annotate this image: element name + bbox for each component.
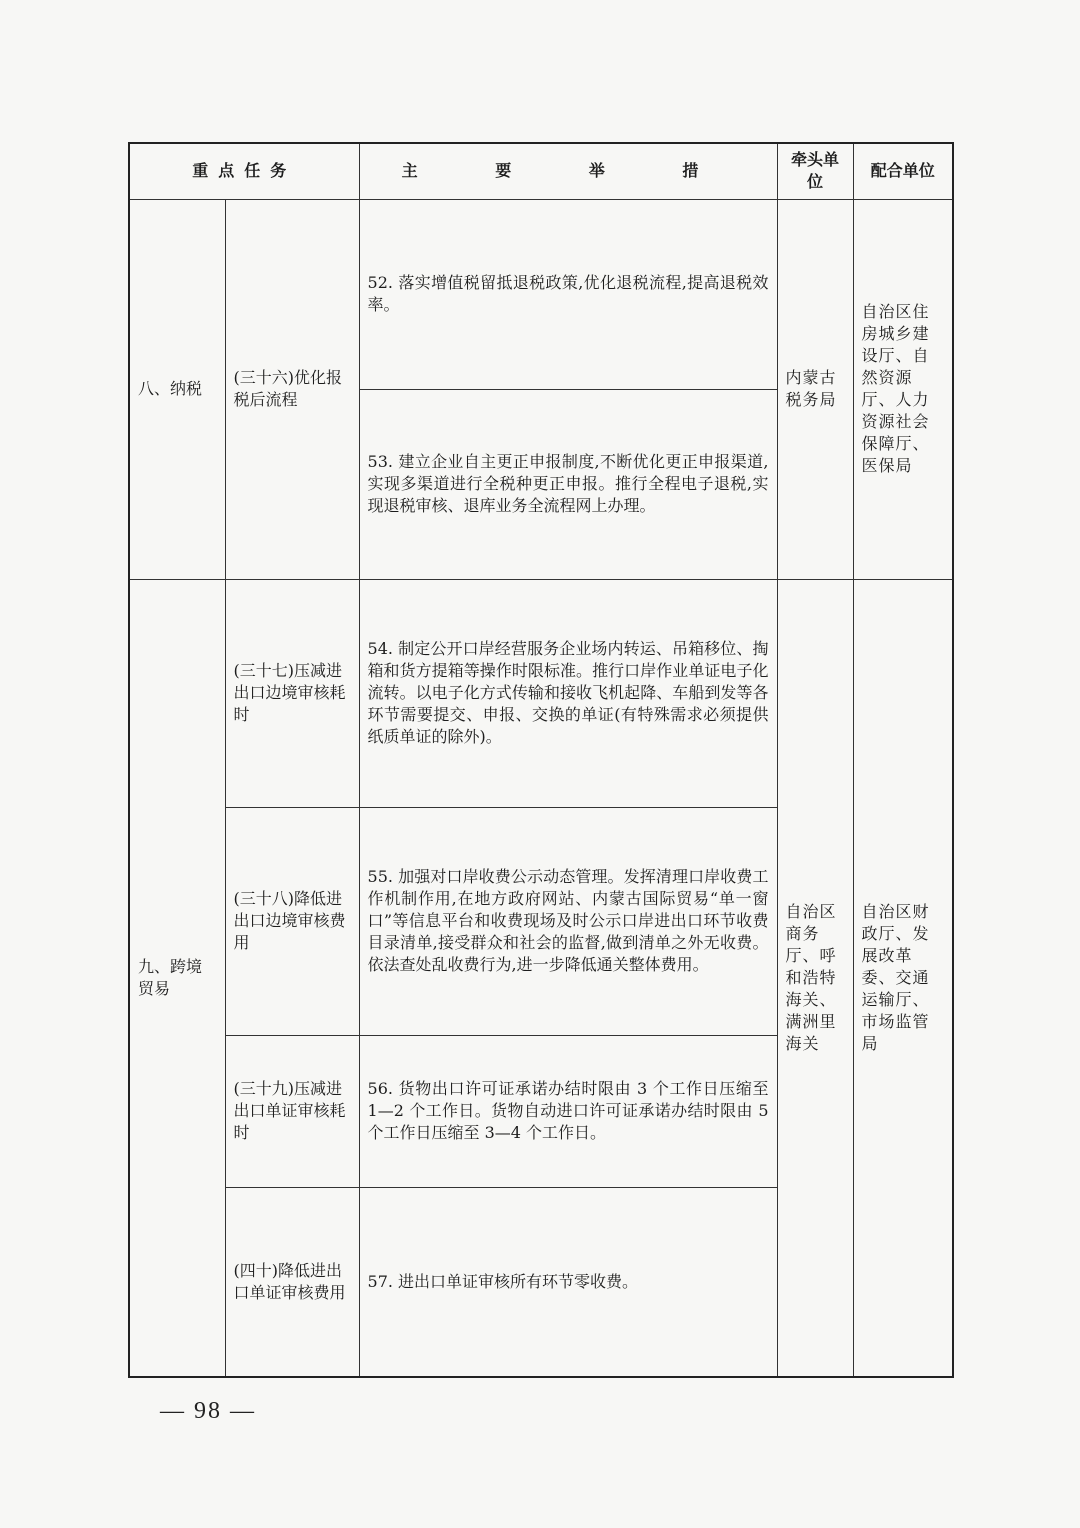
subtask-cell: (三十九)压减进出口单证审核耗时 bbox=[225, 1035, 359, 1187]
measures-table bbox=[128, 142, 954, 1378]
page-number: — 98 — bbox=[160, 1398, 256, 1424]
measure-cell: 54. 制定公开口岸经营服务企业场内转运、吊箱移位、掏箱和货方提箱等操作时限标准。推行口岸作业单证电子化流转。以电子化方式传输和接收飞机起降、车船到发等各环节需要提交、申报、交换的单证(有特殊需求必须提供纸质单证的除外)。 bbox=[359, 579, 777, 807]
lead-unit-cell: 内蒙古税务局 bbox=[777, 199, 853, 579]
measure-cell: 55. 加强对口岸收费公示动态管理。发挥清理口岸收费工作机制作用,在地方政府网站、内蒙古国际贸易“单一窗口”等信息平台和收费现场及时公示口岸进出口环节收费目录清单,接受群众和社会的监督,做到清单之外无收费。依法查处乱收费行为,进一步降低通关整体费用。 bbox=[359, 807, 777, 1035]
measure-cell: 52. 落实增值税留抵退税政策,优化退税流程,提高退税效率。 bbox=[359, 199, 777, 389]
table-row bbox=[129, 579, 953, 807]
measure-cell: 56. 货物出口许可证承诺办结时限由 3 个工作日压缩至 1—2 个工作日。货物自动进口许可证承诺办结时限由 5 个工作日压缩至 3—4 个工作日。 bbox=[359, 1035, 777, 1187]
subtask-cell: (三十六)优化报税后流程 bbox=[225, 199, 359, 579]
table-header-row bbox=[129, 143, 953, 199]
subtask-cell: (三十八)降低进出口边境审核费用 bbox=[225, 807, 359, 1035]
task-cell: 九、跨境贸易 bbox=[129, 579, 225, 1377]
header-measures: 主 要 举 措 bbox=[359, 143, 777, 199]
header-lead-unit: 牵头单位 bbox=[777, 143, 853, 199]
measure-cell: 57. 进出口单证审核所有环节零收费。 bbox=[359, 1187, 777, 1377]
measure-cell: 53. 建立企业自主更正申报制度,不断优化更正申报渠道,实现多渠道进行全税种更正申报。推行全程电子退税,实现退税审核、退库业务全流程网上办理。 bbox=[359, 389, 777, 579]
subtask-cell: (四十)降低进出口单证审核费用 bbox=[225, 1187, 359, 1377]
task-cell: 八、纳税 bbox=[129, 199, 225, 579]
table-row bbox=[129, 199, 953, 389]
header-coop-unit: 配合单位 bbox=[853, 143, 953, 199]
coop-unit-cell: 自治区住房城乡建设厅、自然资源厅、人力资源社会保障厅、医保局 bbox=[853, 199, 953, 579]
lead-unit-cell: 自治区商务厅、呼和浩特海关、满洲里海关 bbox=[777, 579, 853, 1377]
coop-unit-cell: 自治区财政厅、发展改革委、交通运输厅、市场监管局 bbox=[853, 579, 953, 1377]
header-task: 重点任务 bbox=[129, 143, 359, 199]
subtask-cell: (三十七)压减进出口边境审核耗时 bbox=[225, 579, 359, 807]
